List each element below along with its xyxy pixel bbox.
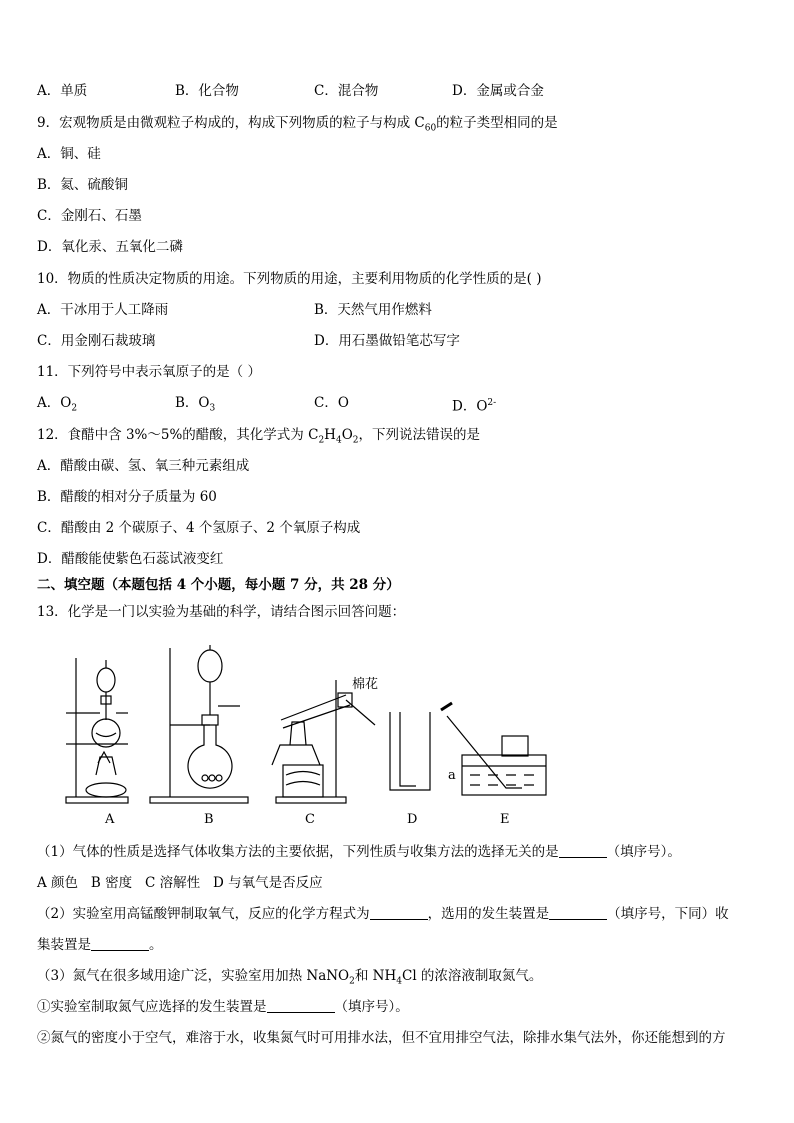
q13-part1-options: A 颜色 B 密度 C 溶解性 D 与氧气是否反应 (37, 875, 323, 891)
q13-part3-1: ①实验室制取氮气应选择的发生装置是 （填序号）。 (37, 999, 409, 1015)
q13-part1: （1）气体的性质是选择气体收集方法的主要依据，下列性质与收集方法的选择无关的是 （填序号）。 (37, 844, 681, 860)
q11-option-a: A．$O_2$ (37, 395, 78, 414)
label-apparatus-e: E (500, 812, 510, 827)
q12-option-c: C．醋酸由 2 个碳原子、4 个氢原子、2 个氧原子构成 (37, 520, 361, 536)
q13-part3-2: ②氮气的密度小于空气，难溶于水，收集氮气时可用排水法，但不宜用排空气法，除排水集气法外，你还能想到的方 (37, 1030, 726, 1046)
q10-option-b: B．天然气用作燃料 (314, 302, 432, 318)
q9-option-d: D．氧化汞、五氧化二磷 (37, 239, 183, 255)
cotton-label: 棉花 (352, 677, 379, 692)
apparatus-b (150, 645, 248, 803)
q11-option-b: B．$O_3$ (175, 395, 216, 414)
q9-option-b: B．氦、硫酸铜 (37, 177, 128, 193)
answer-blank-3[interactable] (549, 905, 607, 920)
q13-part3: （3）氮气在很多域用途广泛，实验室用加热 NaNO$_2$和 $NH_4Cl$ 的浓溶液制取氮气。 (37, 968, 543, 987)
label-apparatus-a: A (105, 812, 115, 827)
q12-option-a: A．醋酸由碳、氢、氧三种元素组成 (37, 458, 250, 474)
answer-blank-5[interactable] (267, 998, 335, 1013)
q9-stem: 9．宏观物质是由微观粒子构成的，构成下列物质的粒子与构成 $C_{60}$的粒子类型相同的是 (37, 115, 558, 134)
q9-option-c: C．金刚石、石墨 (37, 208, 142, 224)
q12-option-b: B．醋酸的相对分子质量为 60 (37, 489, 217, 505)
q12-stem: 12．食醋中含 3%～5%的醋酸，其化学式为 $C_2H_4O_2$，下列说法错误的是 (37, 427, 480, 446)
q11-option-d: D．$O^{2-}$ (452, 398, 497, 415)
q9-option-a: A．铜、硅 (37, 146, 101, 162)
section-heading: 二、填空题（本题包括 4 个小题，每小题 7 分，共 28 分） (37, 577, 400, 593)
q8-option-b: B．化合物 (175, 83, 239, 99)
q10-option-d: D．用石墨做铅笔芯写字 (314, 333, 460, 349)
q13-part2-cont: 集装置是 。 (37, 937, 163, 953)
q8-option-d: D．金属或合金 (452, 83, 544, 99)
label-apparatus-d: D (407, 812, 418, 827)
q12-option-d: D．醋酸能使紫色石蕊试液变红 (37, 551, 224, 567)
apparatus-e (441, 703, 546, 795)
q13-part2: （2）实验室用高锰酸钾制取氧气，反应的化学方程式为 ，选用的发生装置是 （填序号，下同）收 (37, 906, 729, 922)
q8-option-a: A．单质 (37, 83, 88, 99)
answer-blank-4[interactable] (91, 936, 149, 951)
q10-option-a: A．干冰用于人工降雨 (37, 302, 169, 318)
apparatus-c (272, 680, 375, 803)
answer-blank-2[interactable] (370, 905, 428, 920)
apparatus-d (390, 712, 430, 790)
label-apparatus-c: C (305, 812, 315, 827)
q8-option-c: C．混合物 (314, 83, 379, 99)
apparatus-a (66, 658, 128, 803)
answer-blank-1[interactable] (559, 843, 607, 858)
label-apparatus-b: B (204, 812, 214, 827)
q10-option-c: C．用金刚石裁玻璃 (37, 333, 156, 349)
q10-stem: 10．物质的性质决定物质的用途。下列物质的用途，主要利用物质的化学性质的是( ) (37, 271, 542, 287)
q11-option-c: C．O (314, 395, 349, 411)
label-a: a (448, 768, 456, 783)
q11-stem: 11．下列符号中表示氧原子的是（ ） (37, 364, 261, 380)
q13-stem: 13．化学是一门以实验为基础的科学，请结合图示回答问题： (37, 604, 406, 620)
